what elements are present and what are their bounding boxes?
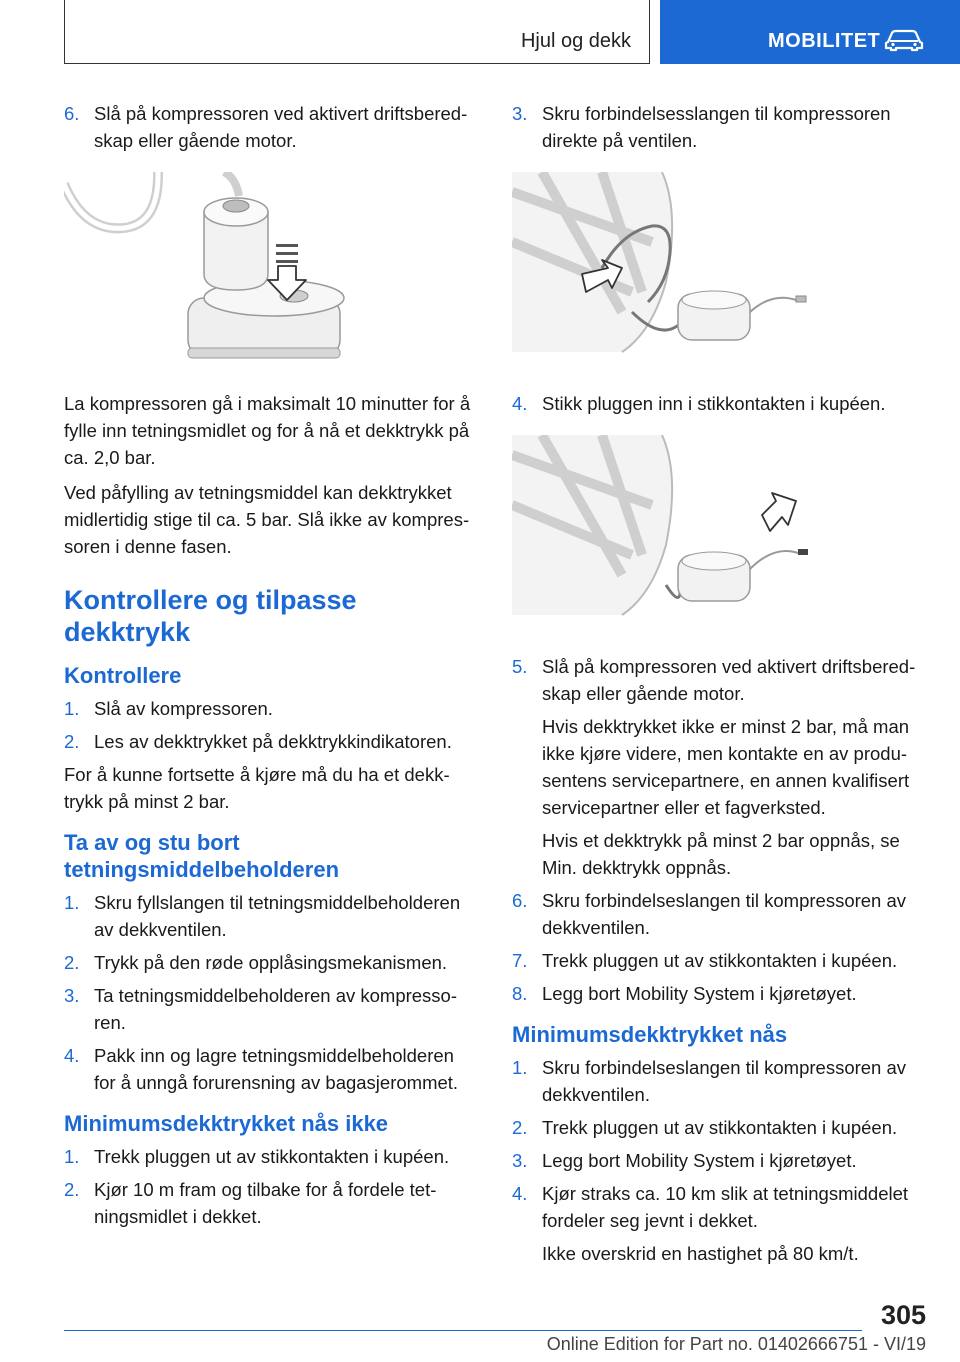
step-text: Stikk pluggen inn i stikkontakten i kupéen. — [542, 393, 886, 414]
step-text: Legg bort Mobility System i kjøretøyet. — [542, 983, 857, 1004]
step-number: 4. — [64, 1045, 80, 1066]
step-item — [512, 947, 926, 974]
step-item — [512, 390, 926, 417]
step-number: 1. — [512, 1057, 528, 1078]
step-text: Trekk pluggen ut av stikkontakten i kupéen. — [94, 1146, 450, 1167]
step-number: 2. — [64, 1179, 80, 1200]
step-item — [64, 728, 478, 755]
step-item — [64, 889, 478, 943]
step-number: 6. — [64, 103, 80, 124]
step-text: Trykk på den røde opplåsingsmekanismen. — [94, 952, 448, 973]
section-heading: Kontrollere og tilpasse dekktrykk — [64, 585, 357, 647]
step-number: 1. — [64, 1146, 80, 1167]
step-text: Skru fyllslangen til tetningsmiddelbeholderen av dekkventilen. — [94, 892, 461, 940]
socket-plug-illustration — [512, 435, 926, 635]
step-number: 3. — [512, 103, 528, 124]
step-note: Hvis dekktrykket ikke er minst 2 bar, må man ikke kjøre videre, men kontakte en av produsentens servicepartnere, en annen kvalifisert servicepartner eller et fagverksted. — [542, 716, 910, 818]
step-text: Les av dekktrykket på dekktrykkindikatoren. — [94, 731, 452, 752]
step-item — [512, 980, 926, 1007]
step-text: Skru forbindelsesslangen til kompressoren direkte på ventilen. — [542, 103, 891, 151]
step-number: 2. — [64, 731, 80, 752]
subsection-heading: Ta av og stu bort tetningsmiddelbeholderen — [64, 830, 340, 882]
paragraph: Ved påfylling av tetningsmiddel kan dekktrykket midlertidig stige til ca. 5 bar. Slå ikke av kompressoren i denne fasen. — [64, 482, 470, 557]
step-item — [64, 982, 478, 1036]
step-note: Hvis et dekktrykk på minst 2 bar oppnås, se Min. dekktrykk oppnås. — [542, 830, 900, 878]
step-item — [512, 1180, 926, 1267]
paragraph: For å kunne fortsette å kjøre må du ha et dekktrykk på minst 2 bar. — [64, 764, 450, 812]
step-text: Ta tetningsmiddelbeholderen av kompressoren. — [94, 985, 458, 1033]
step-number: 3. — [512, 1150, 528, 1171]
step-item — [64, 1042, 478, 1096]
chapter-tab — [660, 0, 960, 64]
subsection-heading: Minimumsdekktrykket nås ikke — [64, 1111, 389, 1136]
valve-hose-illustration — [512, 172, 926, 372]
step-number: 3. — [64, 985, 80, 1006]
step-item — [512, 100, 926, 154]
subsection-heading: Minimumsdekktrykket nås — [512, 1022, 788, 1047]
step-item — [64, 1143, 478, 1170]
step-number: 1. — [64, 698, 80, 719]
step-item — [512, 1054, 926, 1108]
step-text: Skru forbindelseslangen til kompressoren av dekkventilen. — [542, 890, 907, 938]
step-text: Kjør 10 m fram og tilbake for å fordele tetningsmidlet i dekket. — [94, 1179, 437, 1227]
right-column — [512, 100, 926, 1273]
step-item — [64, 695, 478, 722]
step-item — [512, 653, 926, 881]
step-number: 7. — [512, 950, 528, 971]
step-text: Skru forbindelseslangen til kompressoren av dekkventilen. — [542, 1057, 907, 1105]
step-text: Pakk inn og lagre tetningsmiddelbeholderen for å unngå forurensning av bagasjerommet. — [94, 1045, 459, 1093]
step-item — [512, 887, 926, 941]
step-text: Legg bort Mobility System i kjøretøyet. — [542, 1150, 857, 1171]
step-number: 2. — [512, 1117, 528, 1138]
step-number: 4. — [512, 393, 528, 414]
step-number: 2. — [64, 952, 80, 973]
step-text: Trekk pluggen ut av stikkontakten i kupéen. — [542, 1117, 898, 1138]
header-section-box — [64, 0, 650, 64]
step-item — [64, 949, 478, 976]
step-item — [512, 1147, 926, 1174]
paragraph: La kompressoren gå i maksimalt 10 minutter for å fylle inn tetningsmidlet og for å nå et dekktrykk på ca. 2,0 bar. — [64, 393, 471, 468]
step-item — [512, 1114, 926, 1141]
chapter-tab-label: MOBILITET — [768, 30, 881, 52]
step-note: Ikke overskrid en hastighet på 80 km/t. — [542, 1243, 859, 1264]
step-number: 4. — [512, 1183, 528, 1204]
section-title: Hjul og dekk — [520, 30, 631, 52]
step-number: 8. — [512, 983, 528, 1004]
edition-footer: Online Edition for Part no. 01402666751 - VI/19 — [546, 1334, 926, 1354]
step-text: Kjør straks ca. 10 km slik at tetningsmiddelet fordeler seg jevnt i dekket. — [542, 1183, 909, 1231]
step-text: Slå av kompressoren. — [94, 698, 273, 719]
car-icon — [884, 28, 924, 52]
left-column — [64, 100, 478, 1236]
step-text: Slå på kompressoren ved aktivert driftsberedskap eller gående motor. — [94, 103, 468, 151]
step-number: 6. — [512, 890, 528, 911]
step-item — [64, 100, 478, 154]
step-item — [64, 1176, 478, 1230]
page-number: 305 — [880, 1300, 926, 1330]
subsection-heading: Kontrollere — [64, 663, 182, 688]
footer-divider — [64, 1330, 862, 1331]
step-text: Trekk pluggen ut av stikkontakten i kupéen. — [542, 950, 898, 971]
step-number: 1. — [64, 892, 80, 913]
compressor-illustration — [64, 172, 478, 372]
step-text: Slå på kompressoren ved aktivert driftsberedskap eller gående motor. — [542, 656, 916, 704]
step-number: 5. — [512, 656, 528, 677]
